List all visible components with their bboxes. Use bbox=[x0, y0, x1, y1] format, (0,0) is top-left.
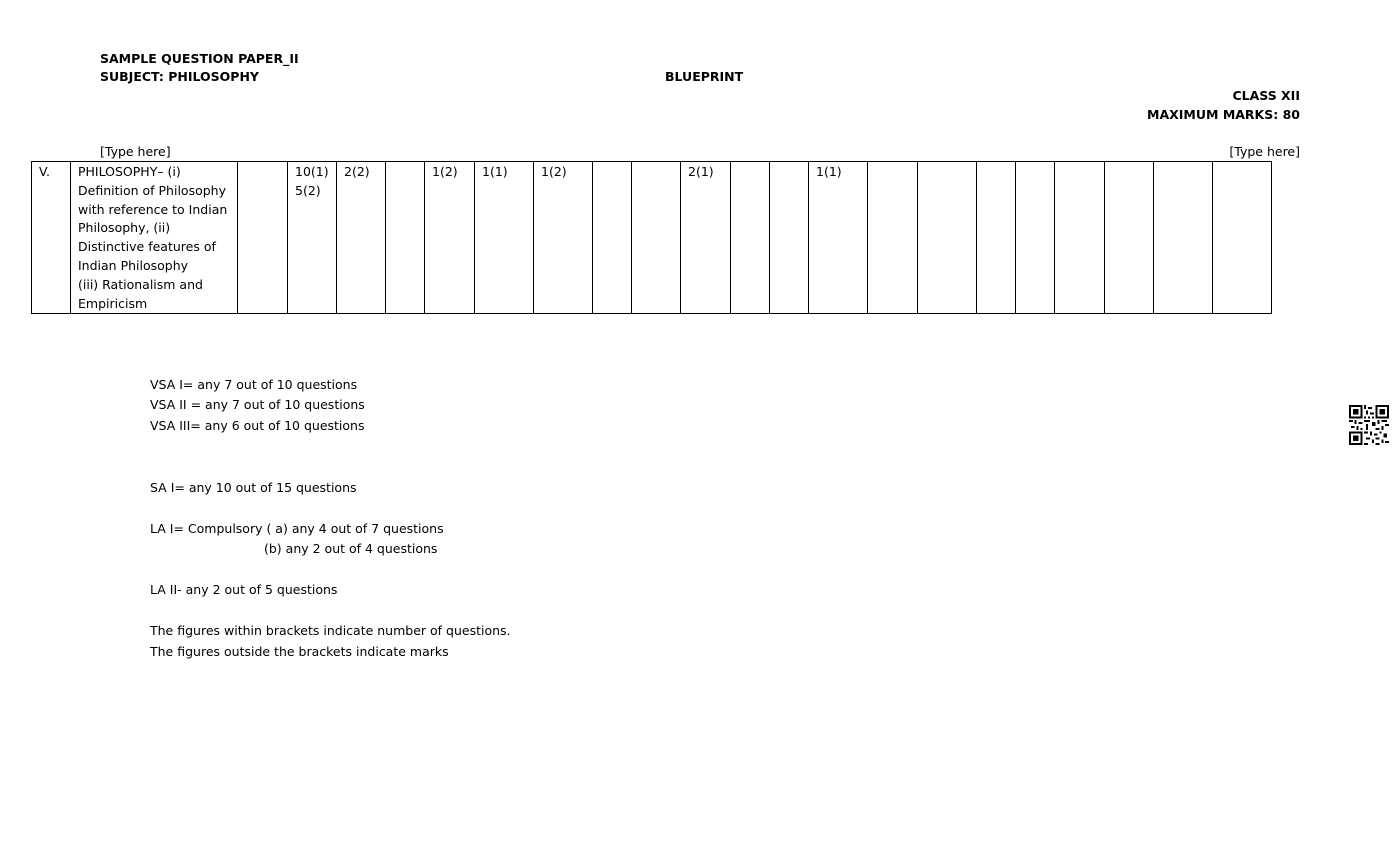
topic-line: Empiricism bbox=[78, 295, 148, 311]
note-la1-b: (b) any 2 out of 4 questions bbox=[264, 541, 438, 556]
note-brackets: The figures within brackets indicate number of questions. bbox=[150, 623, 511, 638]
table-cell bbox=[1154, 162, 1213, 314]
table-cell bbox=[770, 162, 809, 314]
note-outside: The figures outside the brackets indicate marks bbox=[150, 644, 449, 659]
max-marks-label: MAXIMUM MARKS: 80 bbox=[1147, 107, 1300, 122]
qr-code-icon bbox=[1349, 405, 1389, 445]
table-cell: 1(1) bbox=[809, 162, 868, 314]
note-vsa1: VSA I= any 7 out of 10 questions bbox=[150, 377, 358, 392]
type-here-right: [Type here] bbox=[1229, 144, 1300, 159]
blueprint-title: BLUEPRINT bbox=[665, 69, 744, 84]
type-here-left: [Type here] bbox=[100, 144, 171, 159]
topic-line: with reference to Indian bbox=[78, 201, 228, 217]
topic-line: Indian Philosophy bbox=[78, 257, 189, 273]
note-vsa2: VSA II = any 7 out of 10 questions bbox=[150, 397, 365, 412]
subject-label: SUBJECT: PHILOSOPHY bbox=[100, 69, 259, 84]
row-serial: V. bbox=[32, 162, 71, 314]
topic-line: (iii) Rationalism and bbox=[78, 276, 203, 292]
table-cell bbox=[977, 162, 1016, 314]
table-cell: 1(2) bbox=[534, 162, 593, 314]
topic-line: Definition of Philosophy bbox=[78, 182, 226, 198]
table-cell: 1(2) bbox=[425, 162, 475, 314]
table-cell bbox=[1105, 162, 1154, 314]
table-cell bbox=[918, 162, 977, 314]
table-cell bbox=[1055, 162, 1105, 314]
note-la1-a: LA I= Compulsory ( a) any 4 out of 7 questions bbox=[150, 521, 444, 536]
topic-line: Distinctive features of bbox=[78, 239, 216, 255]
table-cell bbox=[386, 162, 425, 314]
note-sa1: SA I= any 10 out of 15 questions bbox=[150, 480, 357, 495]
table-cell bbox=[632, 162, 681, 314]
table-row bbox=[32, 162, 1272, 314]
table-cell bbox=[1213, 162, 1272, 314]
table-cell: 2(2) bbox=[337, 162, 386, 314]
row-topic bbox=[71, 162, 238, 314]
table-cell bbox=[868, 162, 918, 314]
note-vsa3: VSA III= any 6 out of 10 questions bbox=[150, 418, 365, 433]
paper-title: SAMPLE QUESTION PAPER_II bbox=[100, 51, 299, 66]
table-cell bbox=[1016, 162, 1055, 314]
table-cell bbox=[238, 162, 288, 314]
note-la2: LA II- any 2 out of 5 questions bbox=[150, 582, 338, 597]
class-label: CLASS XII bbox=[1232, 88, 1300, 103]
table-cell: 1(1) bbox=[475, 162, 534, 314]
table-cell bbox=[731, 162, 770, 314]
table-cell: 10(1) 5(2) bbox=[288, 162, 337, 314]
topic-line: PHILOSOPHY– (i) bbox=[78, 164, 181, 179]
topic-line: Philosophy, (ii) bbox=[78, 220, 171, 236]
blueprint-table bbox=[31, 161, 1272, 314]
table-cell bbox=[593, 162, 632, 314]
table-cell: 2(1) bbox=[681, 162, 731, 314]
